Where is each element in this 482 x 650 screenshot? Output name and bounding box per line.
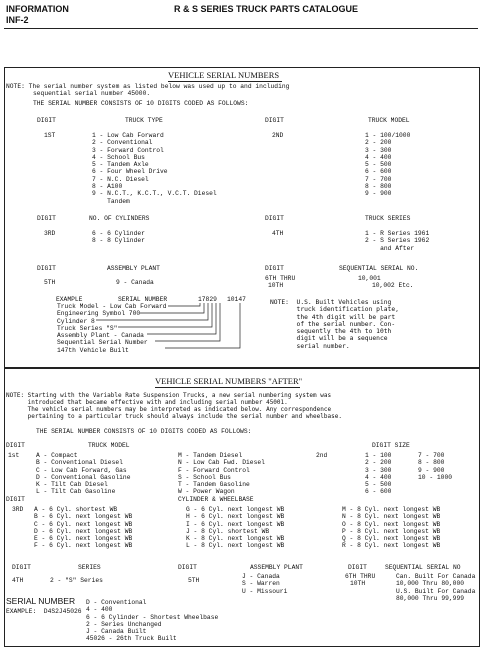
list-item: 3 - 300 bbox=[365, 466, 392, 474]
col-header-cylinders: NO. OF CYLINDERS bbox=[89, 215, 150, 222]
digit-4th: 4TH bbox=[272, 230, 284, 237]
list-item: introduced that became effective with and including serial number 45001. bbox=[6, 399, 288, 406]
list-item: pertaining to a particular truck should always include the serial number and wheelbase. bbox=[6, 413, 342, 420]
plant-list bbox=[242, 573, 287, 595]
col-header-truck-model: TRUCK MODEL bbox=[88, 442, 130, 449]
list-item: Tandem bbox=[92, 197, 130, 205]
list-item: 1 - 100 bbox=[365, 452, 392, 459]
list-item: J - Canada bbox=[242, 573, 280, 580]
list-item: digit will be a sequence bbox=[270, 335, 388, 343]
list-item: L - Tilt Cab Gasoline bbox=[36, 488, 116, 496]
digit-2nd: 2ND bbox=[272, 132, 284, 139]
list-item: 7 - N.C. Diesel bbox=[92, 175, 149, 183]
cyl-list-a bbox=[34, 506, 132, 550]
list-item: I - 6 Cyl. next longest WB bbox=[186, 520, 285, 528]
list-item: 2 - Conventional bbox=[92, 139, 153, 147]
list-item: K - Tilt Cab Diesel bbox=[36, 481, 108, 489]
serial-example: EXAMPLE: D4S2J45026 bbox=[6, 608, 82, 615]
list-item: 6 - 600 bbox=[365, 488, 392, 496]
list-item: 6 - 6 Cylinder bbox=[92, 230, 145, 237]
list-item: sequently the 4th to 10th bbox=[270, 328, 392, 336]
sequential-next: 10,002 Etc. bbox=[372, 282, 414, 289]
list-item: 2 - Series Unchanged bbox=[86, 620, 162, 628]
list-item: 10,000 Thru 80,000 bbox=[396, 580, 465, 588]
list-item: 1 - Low Cab Forward bbox=[92, 132, 164, 139]
sec1-note-line1: NOTE: The serial number system as listed below was used up to and including bbox=[6, 83, 290, 90]
list-item: K - 8 Cyl. next longest WB bbox=[186, 535, 285, 543]
list-item: R - 8 Cyl. next longest WB bbox=[342, 542, 441, 550]
list-item: Sequential Serial Number bbox=[57, 339, 148, 347]
sec2-note bbox=[6, 392, 342, 420]
list-item: Engineering Symbol 700 bbox=[57, 310, 141, 318]
digit-10th: 10TH bbox=[268, 282, 284, 289]
series-value: 2 - "S" Series bbox=[50, 577, 103, 584]
list-item: 7 - 700 bbox=[418, 452, 445, 459]
list-item: of the serial number. Con- bbox=[270, 320, 396, 328]
list-item: 6 - 600 bbox=[365, 168, 392, 176]
col-header-digit: DIGIT bbox=[348, 564, 367, 571]
list-item: 9 - 900 bbox=[365, 190, 392, 198]
plant-value: 9 - Canada bbox=[116, 279, 154, 286]
example-label: EXAMPLE bbox=[56, 296, 83, 303]
list-item: U.S. Built For Canada bbox=[396, 587, 476, 595]
list-item: E - 6 Cyl. next longest WB bbox=[34, 535, 133, 543]
sec2-title-underline bbox=[155, 387, 300, 388]
col-header-digit: DIGIT bbox=[6, 496, 25, 503]
list-item: Can. Built For Canada bbox=[396, 573, 476, 580]
list-item: Cylinder 8 bbox=[57, 317, 95, 325]
list-item: D - 6 Cyl. next longest WB bbox=[34, 527, 133, 535]
sec1-intro: THE SERIAL NUMBER CONSISTS OF 10 DIGITS CODED AS FOLLOWS: bbox=[33, 100, 249, 107]
list-item: 5 - 500 bbox=[365, 161, 392, 169]
list-item: 2 - S Series 1962 bbox=[365, 237, 430, 245]
list-item: and After bbox=[365, 244, 415, 252]
header-category: INFORMATION bbox=[6, 4, 69, 14]
list-item: G - 6 Cyl. next longest WB bbox=[186, 506, 285, 513]
digit-6th-thru: 6TH THRU bbox=[265, 275, 296, 282]
list-item: J - 8 Cyl. shortest WB bbox=[186, 527, 270, 535]
sec2-title: VEHICLE SERIAL NUMBERS "AFTER" bbox=[155, 376, 303, 386]
sequential-start: 10,001 bbox=[358, 275, 381, 282]
example-serial-number-label: SERIAL NUMBER bbox=[118, 296, 168, 303]
list-item: 2 - 200 bbox=[365, 459, 392, 467]
list-item: T - Tandem Gasoline bbox=[178, 481, 250, 489]
list-item: Q - 8 Cyl. next longest WB bbox=[342, 535, 441, 543]
list-item: truck identification plate, bbox=[270, 306, 399, 314]
digit-3rd: 3RD bbox=[44, 230, 56, 237]
digit-5th: 5TH bbox=[44, 279, 56, 286]
list-item: H - 6 Cyl. next longest WB bbox=[186, 513, 285, 521]
digit-3rd: 3RD bbox=[12, 506, 24, 513]
col-header-digit: DIGIT bbox=[12, 564, 31, 571]
list-item: 9 - 900 bbox=[418, 466, 445, 474]
list-item: M - 8 Cyl. next longest WB bbox=[342, 506, 441, 513]
list-item: the 4th digit will be part bbox=[270, 313, 396, 321]
size-list-left bbox=[365, 452, 391, 496]
list-item: The vehicle serial numbers may be interpreted as indicated below. Any correspondence bbox=[6, 406, 332, 413]
col-header-sequential: SEQUENTIAL SERIAL NO. bbox=[339, 265, 419, 272]
model-list-right bbox=[178, 452, 265, 496]
list-item: 3 - Forward Control bbox=[92, 146, 164, 154]
list-item: W - Power Wagon bbox=[178, 488, 235, 496]
list-item: P - 8 Cyl. next longest WB bbox=[342, 527, 441, 535]
list-item: 8 - 8 Cylinder bbox=[92, 237, 145, 245]
list-item: 5 - Tandem Axle bbox=[92, 161, 149, 169]
serial-number-label: SERIAL NUMBER bbox=[6, 596, 76, 606]
model-list-left bbox=[36, 452, 130, 496]
list-item: 80,000 Thru 99,999 bbox=[396, 594, 465, 602]
list-item: F - Forward Control bbox=[178, 466, 250, 474]
list-item: 3 - 300 bbox=[365, 146, 392, 154]
cyl-list-c bbox=[342, 506, 440, 550]
serial-breakdown bbox=[86, 599, 218, 643]
list-item: 6 - 6 Cylinder - Shortest Wheelbase bbox=[86, 613, 219, 621]
header-page-id: INF-2 bbox=[6, 15, 29, 25]
list-item: 9 - N.C.T., K.C.T., V.C.T. Diesel bbox=[92, 190, 217, 198]
sec1-note-line2: sequential serial number 45000. bbox=[33, 90, 151, 97]
col-header-digit: DIGIT bbox=[265, 215, 284, 222]
us-built-note bbox=[270, 299, 399, 350]
list-item: 10 - 1000 bbox=[418, 473, 453, 481]
col-header-assembly-plant: ASSEMBLY PLANT bbox=[107, 265, 160, 272]
col-header-digit: DIGIT bbox=[265, 117, 284, 124]
list-item: serial number. bbox=[270, 342, 350, 350]
col-header-assembly-plant: ASSEMBLY PLANT bbox=[250, 564, 303, 571]
list-item: O - 8 Cyl. next longest WB bbox=[342, 520, 441, 528]
digit-10th: 10TH bbox=[350, 580, 366, 587]
digit-2nd: 2nd bbox=[316, 452, 328, 459]
sec1-title: VEHICLE SERIAL NUMBERS bbox=[168, 70, 280, 80]
list-item: 45026 - 26th Truck Built bbox=[86, 635, 177, 643]
col-header-digit-size: DIGIT SIZE bbox=[372, 442, 410, 449]
list-item: J - Canada Built bbox=[86, 628, 147, 636]
col-header-cylinder-wheelbase: CYLINDER & WHEELBASE bbox=[178, 496, 254, 503]
digit-1st: 1ST bbox=[44, 132, 56, 139]
example-serial-part1: 17829 bbox=[198, 296, 217, 303]
list-item: 4 - 400 bbox=[365, 153, 392, 161]
col-header-digit: DIGIT bbox=[37, 117, 56, 124]
list-item: M - Tandem Diesel bbox=[178, 452, 243, 459]
col-header-sequential: SEQUENTIAL SERIAL NO bbox=[385, 564, 461, 571]
digit-4th: 4TH bbox=[12, 577, 24, 584]
digit-5th: 5TH bbox=[188, 577, 200, 584]
list-item: 2 - 200 bbox=[365, 139, 392, 147]
list-item: U - Missouri bbox=[242, 587, 288, 595]
col-header-series: SERIES bbox=[78, 564, 101, 571]
list-item: B - 6 Cyl. next longest WB bbox=[34, 513, 133, 521]
col-header-digit: DIGIT bbox=[37, 265, 56, 272]
list-item: A - Compact bbox=[36, 452, 78, 459]
cyl-list-b bbox=[186, 506, 284, 550]
list-item: L - 8 Cyl. next longest WB bbox=[186, 542, 285, 550]
list-item: Truck Model - Low Cab Forward bbox=[57, 303, 167, 310]
size-list-right bbox=[418, 452, 452, 481]
list-item: C - Low Cab Forward, Gas bbox=[36, 466, 127, 474]
col-header-digit: DIGIT bbox=[178, 564, 197, 571]
list-item: NOTE: U.S. Built Vehicles using bbox=[270, 299, 392, 306]
col-header-digit: DIGIT bbox=[37, 215, 56, 222]
list-item: C - 6 Cyl. next longest WB bbox=[34, 520, 133, 528]
list-item: S - School Bus bbox=[178, 473, 231, 481]
sec2-intro: THE SERIAL NUMBER CONSISTS OF 10 DIGITS CODED AS FOLLOWS: bbox=[36, 428, 252, 435]
list-item: N - Low Cab Fwd. Diesel bbox=[178, 459, 265, 467]
list-item: F - 6 Cyl. next longest WB bbox=[34, 542, 133, 550]
list-item: 8 - 800 bbox=[365, 183, 392, 191]
list-item: Truck Series "S" bbox=[57, 324, 118, 332]
list-item: D - Conventional bbox=[86, 599, 147, 606]
example-serial-part2: 10147 bbox=[227, 296, 246, 303]
col-header-digit: DIGIT bbox=[265, 265, 284, 272]
list-item: A - 6 Cyl. shortest WB bbox=[34, 506, 118, 513]
list-item: 1 - 100/1000 bbox=[365, 132, 411, 139]
list-item: NOTE: Starting with the Variable Rate Suspension Trucks, a new serial numbering system was bbox=[6, 392, 332, 399]
list-item: 6 - Four Wheel Drive bbox=[92, 168, 168, 176]
col-header-truck-series: TRUCK SERIES bbox=[365, 215, 411, 222]
list-item: 8 - A100 bbox=[92, 183, 123, 191]
digit-1st: 1st bbox=[8, 452, 20, 459]
sequential-list bbox=[396, 573, 475, 602]
col-header-digit: DIGIT bbox=[6, 442, 25, 449]
list-item: 8 - 800 bbox=[418, 459, 445, 467]
list-item: 7 - 700 bbox=[365, 175, 392, 183]
list-item: N - 8 Cyl. next longest WB bbox=[342, 513, 441, 521]
digit-6th-thru: 6TH THRU bbox=[345, 573, 376, 580]
list-item: D - Conventional Gasoline bbox=[36, 473, 131, 481]
list-item: 5 - 500 bbox=[365, 481, 392, 489]
list-item: 4 - 400 bbox=[86, 606, 113, 614]
col-header-truck-model: TRUCK MODEL bbox=[368, 117, 410, 124]
list-item: Assembly Plant - Canada bbox=[57, 332, 144, 340]
list-item: S - Warren bbox=[242, 580, 280, 588]
list-item: B - Conventional Diesel bbox=[36, 459, 123, 467]
list-item: 147th Vehicle Built bbox=[57, 346, 129, 354]
list-item: 1 - R Series 1961 bbox=[365, 230, 430, 237]
list-item: 4 - 400 bbox=[365, 473, 392, 481]
header-title: R & S SERIES TRUCK PARTS CATALOGUE bbox=[174, 4, 359, 14]
list-item: 4 - School Bus bbox=[92, 153, 145, 161]
col-header-truck-type: TRUCK TYPE bbox=[125, 117, 163, 124]
